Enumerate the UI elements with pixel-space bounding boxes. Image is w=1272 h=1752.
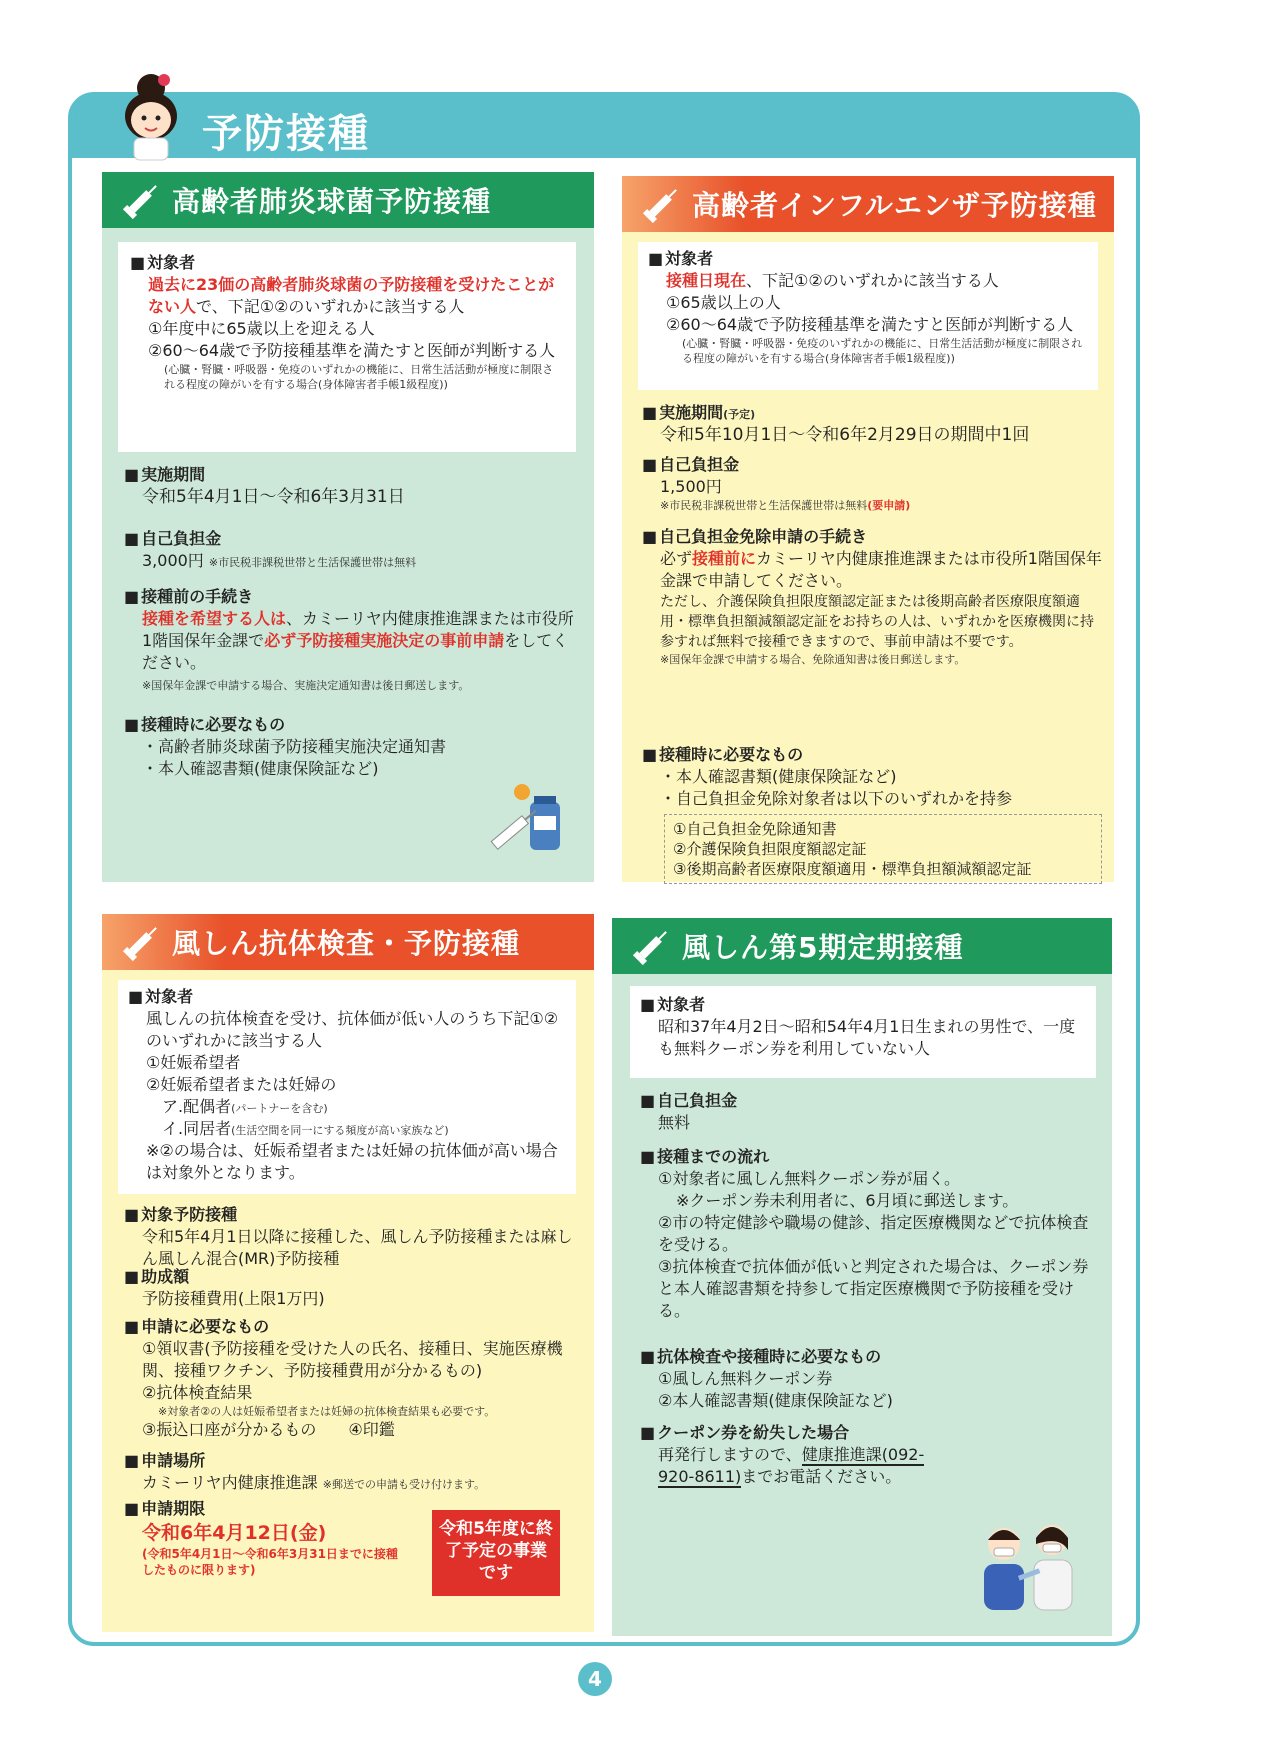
vaccine-vial-icon	[482, 772, 572, 862]
period-value: 令和5年10月1日～令和6年2月29日の期間中1回	[660, 425, 1030, 445]
target-red-text: 過去に23価の高齢者肺炎球菌の予防接種を受けたことがない人	[148, 275, 555, 316]
rubella-5th-panel	[612, 918, 1112, 1636]
influenza-body	[622, 232, 1114, 882]
cost-label: ■ 自己負担金	[640, 1090, 1100, 1112]
condition-2: ②60～64歳で予防接種基準を満たすと医師が判断する人	[666, 315, 1074, 334]
place-note: ※郵送での申請も受け付けます。	[322, 1478, 486, 1491]
cost-note: ※市民税非課税世帯と生活保護世帯は無料	[660, 499, 868, 512]
target-text: 昭和37年4月2日～昭和54年4月1日生まれの男性で、一度も無料クーポン券を利用していない人	[658, 1017, 1076, 1058]
cost-value: 無料	[658, 1113, 691, 1132]
page-title: 予防接種	[202, 111, 370, 157]
target-red-text: 接種日現在	[666, 271, 747, 290]
target-label: ■ 対象者	[128, 986, 568, 1008]
period-label: ■ 実施期間	[124, 464, 574, 486]
flow-step-3: ③抗体検査で抗体価が低いと判定された場合は、クーポン券と本人確認書類を持参して指定医療機関で予防接種を受ける。	[658, 1257, 1089, 1320]
rubella-5th-heading	[612, 918, 1112, 974]
pneumococcal-heading	[102, 172, 594, 228]
cost-note: ※市民税非課税世帯と生活保護世帯は無料	[208, 556, 417, 569]
need-item-2: ・本人確認書類(健康保険証など)	[142, 759, 379, 778]
procedure-label: ■ 接種前の手続き	[124, 586, 574, 608]
cost-label: ■ 自己負担金	[642, 454, 1102, 476]
condition-2: ②60～64歳で予防接種基準を満たすと医師が判断する人	[148, 341, 556, 360]
exempt-text-1: 必ず	[660, 549, 693, 568]
requirement-1: ①領収書(予防接種を受けた人の氏名、接種日、実施医療機関、接種ワクチン、予防接種費用が分かるもの)	[142, 1339, 563, 1380]
procedure-red-1: 接種を希望する人は	[142, 609, 287, 628]
requirement-2: ②抗体検査結果	[142, 1383, 253, 1402]
condition-1: ①年度中に65歳以上を迎える人	[148, 319, 375, 338]
need-item-2: ②本人確認書類(健康保険証など)	[658, 1391, 893, 1410]
page-number: 4	[578, 1662, 612, 1696]
need-label: ■ 接種時に必要なもの	[642, 744, 1102, 766]
document-1: ①自己負担金免除通知書	[673, 820, 837, 838]
rubella-5th-body	[612, 974, 1112, 1636]
content-frame	[68, 92, 1140, 1646]
lost-coupon-text-1: 再発行しますので、	[658, 1445, 802, 1464]
health-promotion-phone: 健康推進課(092-920-8611)	[658, 1445, 925, 1486]
rubella-test-target-box	[118, 980, 576, 1194]
condition-1: ①65歳以上の人	[666, 293, 781, 312]
exempt-note: ※国保年金課で申請する場合、免除通知書は後日郵送します。	[660, 653, 966, 666]
subsidy-label: ■ 助成額	[124, 1266, 574, 1288]
syringe-icon	[120, 920, 164, 964]
exempt-text-3: ただし、介護保険負担限度額認定証または後期高齢者医療限度額適用・標準負担額減額認定証をお持ちの人は、いずれかを医療機関に持参すれば無料で接種できますので、事前申請は不要です。	[660, 594, 1094, 650]
rubella-test-heading-text: 風しん抗体検査・予防接種	[172, 927, 521, 960]
deadline-label: ■ 申請期限	[124, 1498, 404, 1520]
rubella-test-heading	[102, 914, 594, 970]
syringe-icon	[640, 182, 684, 226]
condition-1: ①妊娠希望者	[146, 1053, 241, 1072]
vaccination-text: 令和5年4月1日以降に接種した、風しん予防接種または麻しん風しん混合(MR)予防接種	[142, 1227, 573, 1268]
cost-note-red: (要申請)	[867, 499, 911, 512]
influenza-heading-text: 高齢者インフルエンザ予防接種	[692, 189, 1097, 222]
influenza-panel	[622, 176, 1114, 882]
condition-2b-note: (生活空間を同一にする頻度が高い家族など)	[231, 1124, 449, 1137]
pneumococcal-body	[102, 228, 594, 882]
target-text: 、下記①②のいずれかに該当する人	[746, 271, 999, 290]
period-value: 令和5年4月1日～令和6年3月31日	[142, 487, 405, 507]
syringe-icon	[120, 178, 164, 222]
requirement-4: ④印鑑	[348, 1420, 395, 1439]
pneumococcal-target-box	[118, 242, 576, 452]
place-value: カミーリヤ内健康推進課	[142, 1473, 318, 1492]
pneumococcal-panel	[102, 172, 594, 882]
vaccination-illustration-icon	[974, 1514, 1082, 1614]
flow-label: ■ 接種までの流れ	[640, 1146, 1100, 1168]
procedure-red-2: 必ず予防接種実施決定の事前申請	[264, 631, 505, 650]
need-item-2: ・自己負担金免除対象者は以下のいずれかを持参	[660, 789, 1013, 808]
document-2: ②介護保険負担限度額認定証	[673, 840, 867, 858]
target-label: ■ 対象者	[648, 248, 1088, 270]
target-label: ■ 対象者	[640, 994, 1086, 1016]
flow-step-2: ②市の特定健診や職場の健診、指定医療機関などで抗体検査を受ける。	[658, 1213, 1089, 1254]
place-label: ■ 申請場所	[124, 1450, 574, 1472]
cost-label: ■ 自己負担金	[124, 528, 574, 550]
cost-value: 3,000円	[142, 551, 204, 570]
need-item-1: ・本人確認書類(健康保険証など)	[660, 767, 897, 786]
lost-coupon-label: ■ クーポン券を紛失した場合	[640, 1422, 960, 1444]
requirement-2-note: ※対象者②の人は妊娠希望者または妊婦の抗体検査結果も必要です。	[158, 1405, 496, 1418]
rubella-test-body	[102, 970, 594, 1632]
mascot-icon	[112, 72, 190, 162]
document-3: ③後期高齢者医療限度額適用・標準負担額減額認定証	[673, 860, 1032, 878]
procedure-note: ※国保年金課で申請する場合、実施決定通知書は後日郵送します。	[142, 679, 470, 692]
rubella-5th-target-box	[630, 986, 1096, 1078]
influenza-heading	[622, 176, 1114, 232]
syringe-icon	[630, 924, 674, 968]
condition-2-note: (心臓・腎臓・呼吸器・免疫のいずれかの機能に、日常生活活動が極度に制限される程度の障がいを有する場合(身体障害者手帳1級程度))	[682, 337, 1083, 365]
document-list	[664, 814, 1102, 884]
exempt-red: 接種前に	[692, 549, 757, 568]
exempt-label: ■ 自己負担金免除申請の手続き	[642, 526, 1102, 548]
requirement-3: ③振込口座が分かるもの	[142, 1420, 317, 1439]
period-note: (予定)	[723, 408, 756, 421]
pneumococcal-heading-text: 高齢者肺炎球菌予防接種	[172, 185, 492, 218]
period-label: 実施期間	[659, 403, 724, 422]
need-label: ■ 抗体検査や接種時に必要なもの	[640, 1346, 1100, 1368]
rubella-5th-heading-text: 風しん第5期定期接種	[682, 931, 964, 964]
exempt-text-2: カミーリヤ内健康推進課または市役所1階国保年金課で申請してください。	[660, 549, 1102, 590]
flow-step-1-note: ※クーポン券未利用者に、6月頃に郵送します。	[676, 1191, 1019, 1210]
condition-note: ※②の場合は、妊娠希望者または妊婦の抗体価が高い場合は対象外となります。	[146, 1141, 558, 1182]
condition-2b: イ.同居者	[162, 1119, 232, 1138]
vaccination-label: ■ 対象予防接種	[124, 1204, 574, 1226]
deadline-note: (令和5年4月1日～令和6年3月31日までに接種したものに限ります)	[142, 1547, 398, 1577]
influenza-target-box	[638, 242, 1098, 390]
condition-2a: ア.配偶者	[162, 1097, 232, 1116]
subsidy-value: 予防接種費用(上限1万円)	[142, 1289, 325, 1308]
condition-2a-note: (パートナーを含む)	[231, 1102, 328, 1115]
flow-step-1: ①対象者に風しん無料クーポン券が届く。	[658, 1169, 961, 1188]
deadline-value: 令和6年4月12日(金)	[142, 1522, 327, 1544]
requirements-label: ■ 申請に必要なもの	[124, 1316, 574, 1338]
lost-coupon-text-2: までお電話ください。	[741, 1467, 902, 1486]
condition-2-note: (心臓・腎臓・呼吸器・免疫のいずれかの機能に、日常生活活動が極度に制限される程度の障がいを有する場合(身体障害者手帳1級程度))	[164, 363, 554, 391]
need-item-1: ・高齢者肺炎球菌予防接種実施決定通知書	[142, 737, 447, 756]
target-text: で、下記①②のいずれかに該当する人	[196, 297, 465, 316]
need-label: ■ 接種時に必要なもの	[124, 714, 574, 736]
condition-2: ②妊娠希望者または妊婦の	[146, 1075, 337, 1094]
need-item-1: ①風しん無料クーポン券	[658, 1369, 833, 1388]
target-label: ■ 対象者	[130, 252, 560, 274]
procedure-text-2: をしてください。	[142, 631, 569, 672]
procedure-text-1: 、カミーリヤ内健康推進課または市役所1階国保年金課で	[142, 609, 574, 650]
rubella-test-panel	[102, 914, 594, 1632]
end-notice-badge: 令和5年度に終了予定の事業です	[432, 1510, 560, 1596]
target-text: 風しんの抗体検査を受け、抗体価が低い人のうち下記①②のいずれかに該当する人	[146, 1009, 559, 1050]
cost-value: 1,500円	[660, 477, 722, 496]
